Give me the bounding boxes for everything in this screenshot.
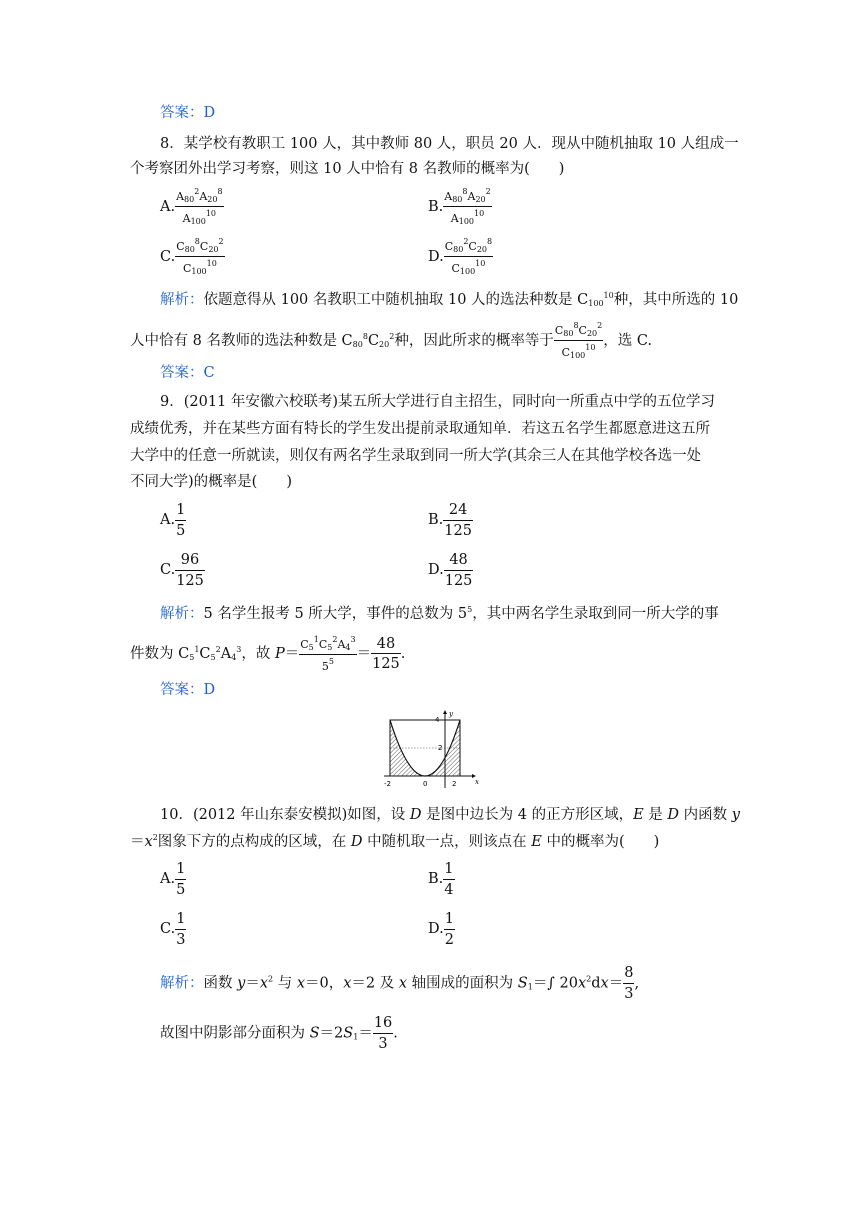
parabola-figure (380, 708, 480, 792)
q8-option-a: A. $\frac{A_{80}^2A_{20}^8}{A_{100}^{10}}$ (160, 187, 223, 226)
q10-option-d: D. $\frac{1}{2}$ (428, 911, 454, 948)
q8-option-b: B. $\frac{A_{80}^8A_{20}^2}{A_{100}^{10}}$ (428, 187, 491, 226)
q9-solution-line1: 解析：5 名学生报考 5 所大学，事件的总数为 $5^5$，其中两名学生录取到同一所大学的事 (160, 605, 719, 622)
q7-answer: 答案：D (160, 105, 216, 121)
tick-x-0: 0 (423, 780, 428, 788)
q8-solution-line2: 人中恰有 8 名教师的选法种数是 $C_{80}^8C_{20}^2$种，因此所求的概率等于 $\frac{C_{80}^8C_{20}^2}{C_{100}^{10}}$ ，选 C. (130, 321, 653, 360)
tick-y-2: 2 (438, 744, 443, 752)
q8-stem-line2: 个考察团外出学习考察，则这 10 人中恰有 8 名教师的概率为( ) (130, 161, 565, 177)
q10-stem-line1: 10．(2012 年山东泰安模拟)如图，设 D 是图中边长为 4 的正方形区域，E 是 D 内函数 y (160, 807, 740, 823)
q8-answer: 答案：C (160, 365, 215, 381)
axis-label-x: x (475, 778, 479, 786)
q10-option-b: B. $\frac{1}{4}$ (428, 861, 454, 898)
q8-solution-line1: 解析：依题意得从 100 名教职工中随机抽取 10 人的选法种数是 $C_{100}^{10}$种，其中所选的 10 (160, 291, 739, 308)
q9-option-a: A. $\frac{1}{5}$ (160, 502, 186, 539)
q8-stem-line1: 8．某学校有教职工 100 人，其中教师 80 人，职员 20 人．现从中随机抽取 10 人组成一 (160, 136, 739, 152)
q10-option-a: A. $\frac{1}{5}$ (160, 861, 186, 898)
axis-label-y: y (449, 710, 453, 718)
q9-stem-line3: 大学中的任意一所就读，则仅有两名学生录取到同一所大学(其余三人在其他学校各选一处 (130, 448, 702, 464)
q10-solution-line1: 解析：函数 $y=x^2$ 与 x＝0，x＝2 及 x 轴围成的面积为 $S_1=\int$ $20x^2dx=$ $\frac{8}{3}$ , (160, 965, 640, 1002)
tick-y-4: 4 (435, 716, 440, 724)
q9-answer: 答案：D (160, 682, 216, 698)
q9-stem-line2: 成绩优秀，并在某些方面有特长的学生发出提前录取通知单．若这五名学生都愿意进这五所 (130, 421, 710, 437)
q9-option-d: D. $\frac{48}{125}$ (428, 552, 473, 589)
q8-option-d: D. $\frac{C_{80}^2C_{20}^8}{C_{100}^{10}}$ (428, 237, 493, 276)
q9-solution-line2: 件数为 $C_5^1C_5^2A_4^3$，故 P＝ $\frac{C_5^1C_5^2A_4^3}{5^5}$ ＝ $\frac{48}{125}$ . (130, 635, 406, 673)
q9-stem-line4: 不同大学)的概率是( ) (130, 474, 292, 490)
q8-option-c: C. $\frac{C_{80}^8C_{20}^2}{C_{100}^{10}}$ (160, 237, 224, 276)
q10-solution-line2: 故图中阴影部分面积为 $S=2S_1=$ $\frac{16}{3}$ . (160, 1015, 398, 1052)
tick-x-2: 2 (452, 780, 457, 788)
q9-stem-line1: 9．(2011 年安徽六校联考)某五所大学进行自主招生，同时向一所重点中学的五位学习 (160, 394, 716, 410)
q10-option-c: C. $\frac{1}{3}$ (160, 911, 186, 948)
q9-option-b: B. $\frac{24}{125}$ (428, 502, 472, 539)
q10-stem-line2: $=x^2$图象下方的点构成的区域，在 D 中随机取一点，则该点在 E 中的概率为( ) (130, 833, 660, 850)
tick-x-neg2: -2 (384, 780, 391, 788)
q9-option-c: C. $\frac{96}{125}$ (160, 552, 204, 589)
